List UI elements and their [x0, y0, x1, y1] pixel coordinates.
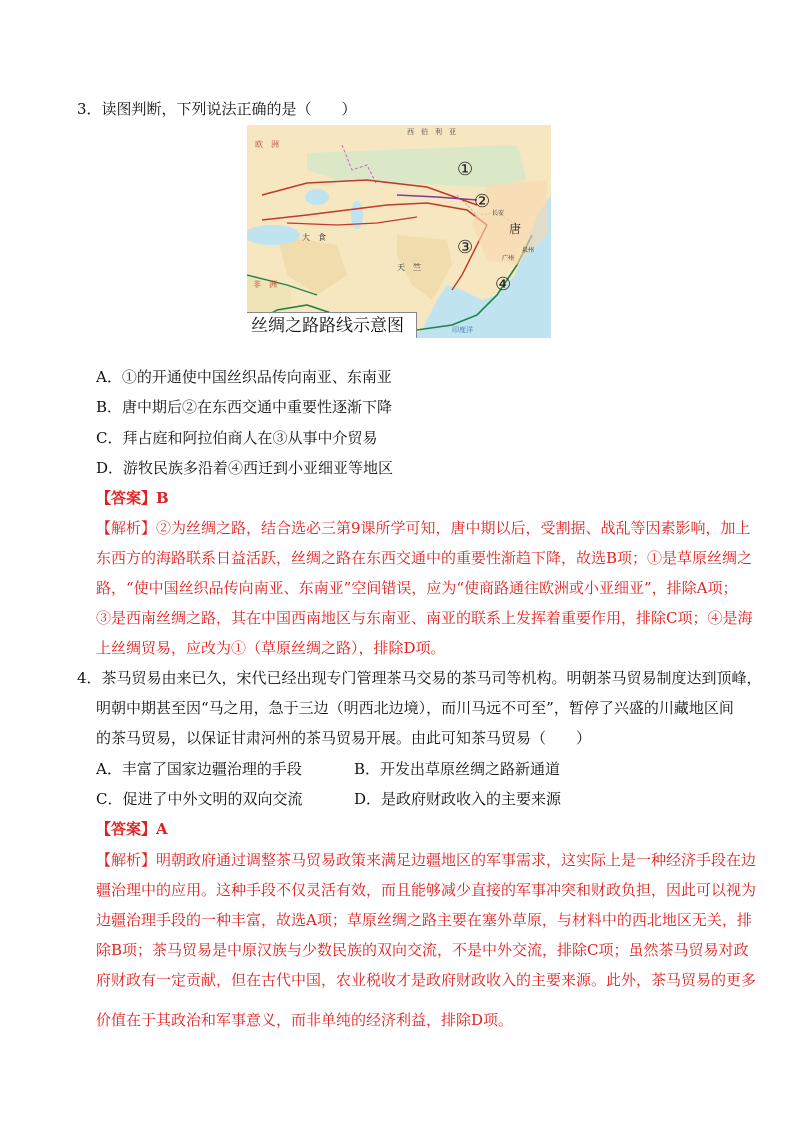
- q4-stem-line-3: 的茶马贸易，以保证甘肃河州的茶马贸易开展。由此可知茶马贸易（ ）: [96, 729, 592, 747]
- q4-analysis-line-3: 边疆治理手段的一种丰富，故选A项；草原丝绸之路主要在塞外草原，与材料中的西北地区无关，排: [96, 911, 752, 929]
- q4-option-b: B．开发出草原丝绸之路新通道: [354, 760, 561, 778]
- q4-analysis-line-1: 【解析】明朝政府通过调整茶马贸易政策来满足边疆地区的军事需求，这实际上是一种经济手段在边: [96, 851, 757, 869]
- q4-analysis-line-4: 除B项；茶马贸易是中原汉族与少数民族的双向交流，不是中外交流，排除C项；虽然茶马贸易对政: [96, 941, 749, 959]
- q3-analysis-line-1: 【解析】②为丝绸之路，结合选必三第9课所学可知，唐中期以后，受割据、战乱等因素影响，加上: [96, 519, 751, 537]
- map-label-west-siberia: 西 伯 利 亚: [407, 128, 456, 136]
- q4-stem-line-2: 明朝中期甚至因“马之用，急于三边（明西北边境），而川马远不可至”，暂停了兴盛的川藏地区间: [96, 699, 734, 717]
- q4-answer: 【答案】A: [96, 820, 168, 838]
- map-marker-3: ③: [457, 237, 474, 258]
- q3-analysis-line-3: 路，“使中国丝织品传向南亚、东南亚”空间错误，应为“使商路通往欧洲或小亚细亚”，排除A项；: [96, 579, 738, 597]
- q4-analysis-line-2: 疆治理中的应用。这种手段不仅灵活有效，而且能够减少直接的军事冲突和财政负担，因此可以视为: [96, 881, 757, 899]
- map-marker-4: ④: [495, 274, 512, 295]
- q4-option-a: A．丰富了国家边疆治理的手段: [96, 760, 302, 778]
- map-label-tang: 唐: [509, 222, 522, 236]
- map-label-tianzhu: 天 竺: [397, 263, 421, 272]
- question-3-stem: 3．读图判断，下列说法正确的是（ ）: [77, 100, 357, 118]
- map-label-guangzhou: 广州: [502, 255, 515, 262]
- q3-analysis-line-4: ③是西南丝绸之路，其在中国西南地区与东南亚、南亚的联系上发挥着重要作用，排除C项；④是海: [96, 609, 753, 627]
- map-caption: 丝绸之路路线示意图: [247, 312, 417, 338]
- q4-stem-line-1: 4．茶马贸易由来已久，宋代已经出现专门管理茶马交易的茶马司等机构。明朝茶马贸易制度达到顶峰，: [77, 669, 762, 687]
- map-marker-2: ②: [474, 191, 491, 212]
- q3-analysis-line-2: 东西方的海路联系日益活跃，丝绸之路在东西交通中的重要性渐趋下降，故选B项；①是草原丝绸之: [96, 549, 753, 567]
- map-label-changan: 长安: [492, 210, 505, 217]
- map-label-quanzhou: 泉州: [522, 247, 535, 254]
- map-label-indian-ocean: 印度洋: [452, 326, 473, 334]
- q3-option-d: D．游牧民族多沿着④西迁到小亚细亚等地区: [96, 459, 394, 477]
- q4-option-c: C．促进了中外文明的双向交流: [96, 790, 303, 808]
- q3-option-a: A．①的开通使中国丝织品传向南亚、东南亚: [96, 368, 392, 386]
- q3-option-b: B．唐中期后②在东西交通中重要性逐渐下降: [96, 398, 393, 416]
- q4-analysis-line-5: 府财政有一定贡献，但在古代中国，农业税收才是政府财政收入的主要来源。此外，茶马贸易的更多: [96, 971, 757, 989]
- map-label-africa: 非 洲: [253, 280, 277, 289]
- q3-option-c: C．拜占庭和阿拉伯商人在③从事中介贸易: [96, 429, 378, 447]
- q4-analysis-line-6: 价值在于其政治和军事意义，而非单纯的经济利益，排除D项。: [96, 1011, 514, 1029]
- map-label-dashi: 大 食: [302, 233, 326, 242]
- q3-analysis-line-5: 上丝绸贸易，应改为①（草原丝绸之路），排除D项。: [96, 639, 446, 657]
- q3-answer: 【答案】B: [96, 489, 169, 507]
- silk-road-map: [247, 125, 551, 338]
- map-marker-1: ①: [457, 159, 474, 180]
- map-label-europe: 欧 洲: [255, 140, 279, 149]
- silk-road-map-graphic: [247, 125, 551, 338]
- q4-option-d: D．是政府财政收入的主要来源: [354, 790, 562, 808]
